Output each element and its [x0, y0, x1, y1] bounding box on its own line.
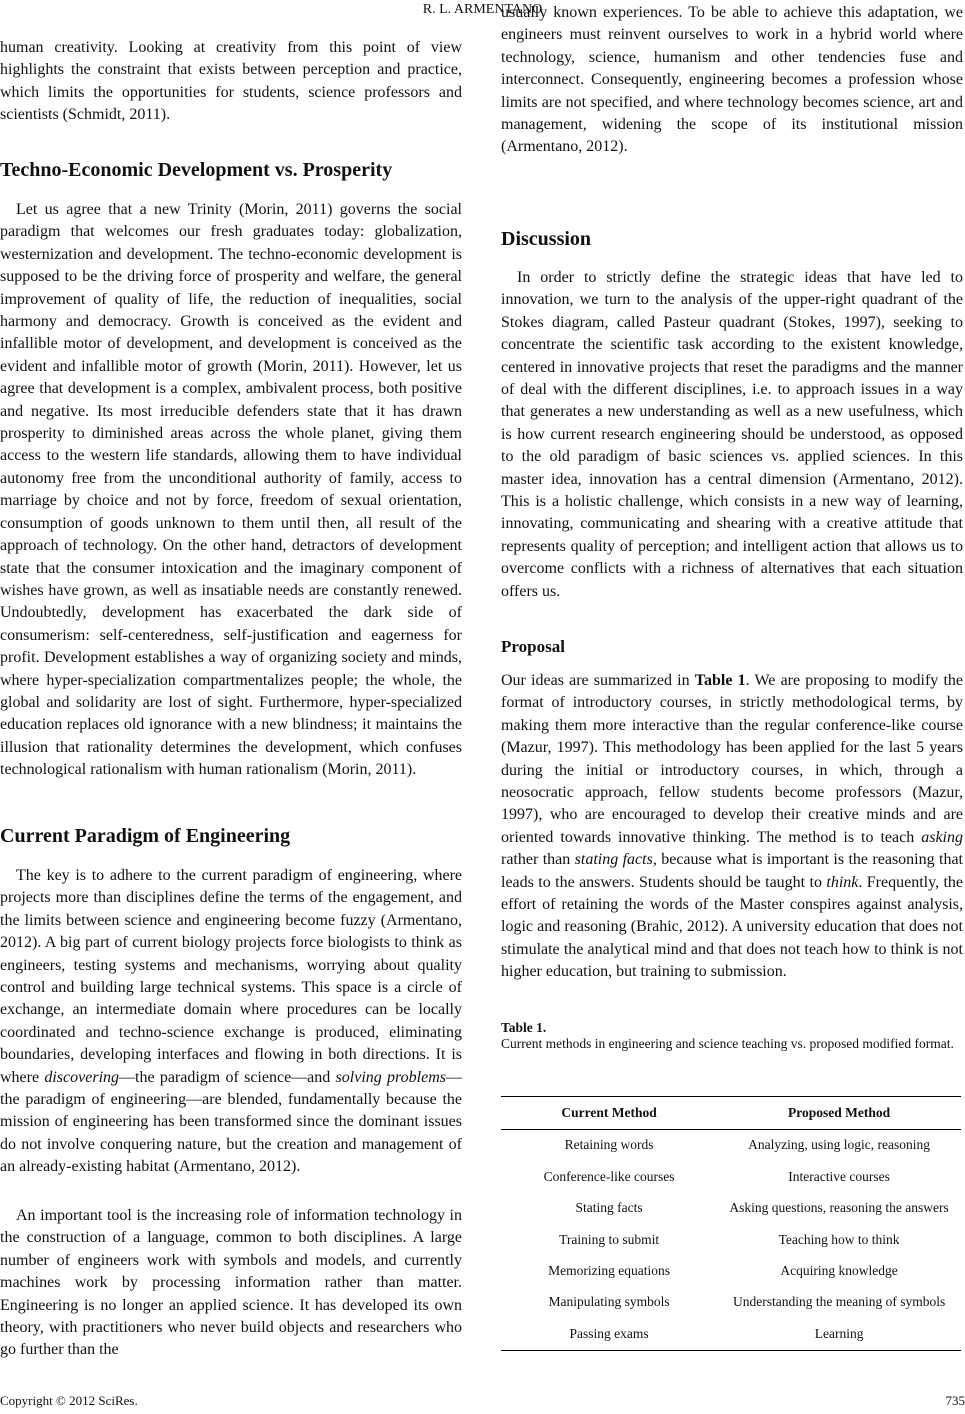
- text-run: human creativity. Looking at creativity from this point of view highlights the constraint that exists between perception and practice, which limits the opportunities for students, science professors and scientists (Schmidt, 2011).: [0, 39, 462, 124]
- proposed-method-cell: Understanding the meaning of symbols: [732, 1294, 946, 1310]
- text-run: . We are proposing to modify the format of introductory courses, in strictly methodological terms, by making them more interactive than the regular conference-like course (Mazur, 1997). This methodology has been applied for the last 5 years during the initial or introductory courses, in which, through a neosocratic approach, fellow students become professors (Mazur, 1997), who are encouraged to develop their creative minds and are oriented towards innovative thinking. The method is to teach: [501, 672, 964, 846]
- table-caption: Current methods in engineering and science teaching vs. proposed modified format.: [501, 1036, 954, 1051]
- proposed-method-cell: Acquiring knowledge: [780, 1263, 898, 1279]
- table-row: [501, 1161, 961, 1192]
- paragraph: [501, 2, 963, 159]
- current-method-cell: Training to submit: [559, 1231, 660, 1247]
- text-run: Let us agree that a new Trinity (Morin, 2011) governs the social paradigm that welcomes our fresh graduates today: globalization, westernization and development. The techno-economic development is supposed to be the driving force of prosperity and welfare, the general improvement of quality of life, the reduction of inequalities, social harmony and democracy. Growth is conceived as the evident and infallible motor of development, and development is conceived as the evident and infallible motor of growth (Morin, 2011). However, let us agree that development is a complex, ambivalent process, both positive and negative. Its most irreducible defenders state that it has drawn prosperity to diminished areas across the whole planet, giving them access to the western life standards, allowing them to have individual autonomy free from the unconditional authority of family, access to marriage by choice and not by force, freedom of sexual orientation, consumption of goods unknown to them until then, all result of the approach of technology. On the other hand, detractors of development state that the consumer intoxication and the imaginary component of wishes have grown, as well as insatiable needs are constantly renewed. Undoubtedly, development has exacerbated the dark side of consumerism: self-centeredness, self-justification and eagerness for profit. Development establishes a way of organizing society and minds, where hyper-specialization compartmentalizes people; the whole, the global and solidarity are lost of sight. Furthermore, hyper-specialized education replaces old ignorance with a new blindness; it maintains the illusion that rationality determines the development, which confuses technological rationalism with human rationalism (Morin, 2011).: [0, 201, 462, 779]
- proposed-method-cell: Interactive courses: [788, 1168, 890, 1184]
- current-method-cell: Passing exams: [501, 1318, 717, 1350]
- current-method-cell: Memorizing equations: [548, 1263, 671, 1279]
- text-run: . Frequently, the effort of retaining the words of the Master conspires against analysis, logic and reasoning (Brahic, 2012). A university education that does not stimulate the analytical mind and that does not teach how to think is not higher education, but training to submission.: [501, 873, 964, 981]
- text-run: An important tool is the increasing role of information technology in the construction of a language, common to both disciplines. A large number of engineers work with symbols and models, and currently machines work by processing information rather than matter. Engineering is no longer an applied science. It has developed its own theory, with practitioners who never build objects and researchers who go further than the: [0, 1207, 462, 1359]
- running-header: R. L. ARMENTANO: [422, 2, 543, 17]
- proposed-method-cell: Asking questions, reasoning the answers: [729, 1200, 949, 1216]
- text-run: —the paradigm of science—and: [119, 1068, 336, 1086]
- paragraph: [501, 267, 963, 603]
- current-method-cell: Retaining words: [564, 1137, 654, 1153]
- section-heading: Current Paradigm of Engineering: [0, 825, 291, 847]
- text-run: Table 1: [694, 672, 746, 689]
- section-heading: Discussion: [501, 228, 592, 250]
- text-run: think: [826, 873, 859, 891]
- current-method-cell: Manipulating symbols: [548, 1294, 670, 1310]
- text-run: —the paradigm of engineering—are blended, fundamentally because the mission of engineering has been transformed since the dominant issues do not involve conquering nature, but the creation and management of an already-existing habitat (Armentano, 2012).: [0, 1068, 462, 1176]
- table-row: [501, 1318, 961, 1350]
- text-run: asking: [921, 828, 963, 846]
- text-run: In order to strictly define the strategic ideas that have led to innovation, we turn to the analysis of the upper-right quadrant of the Stokes diagram, called Pasteur quadrant (Stokes, 1997), seeking to concentrate the scientific task according to the existent knowledge, centered in innovative projects that reset the paradigms and the manner of deal with the different disciplines, i.e. to approach issues in a way that generates a new understanding as well as a new usefulness, which is how current research engineering should be understood, as opposed to the old paradigm of basic sciences vs. applied sciences. In this master idea, innovation has a central dimension (Armentano, 2012). This is a holistic challenge, which consists in a new way of learning, innovating, communicating and shearing with a creative attitude that represents quality of perception; and intelligent action that allows us to overcome conflicts with a richness of alternatives that each situation offers us.: [501, 269, 963, 600]
- paragraph: [0, 865, 462, 1179]
- text-run: usually known experiences. To be able to achieve this adaptation, we engineers must reinvent ourselves to work in a hybrid world where technology, science, humanism and other tendencies fuse and interconnect. Consequently, engineering becomes a profession whose limits are not specified, and where technology becomes science, art and management, widening the scope of its institutional mission (Armentano, 2012).: [501, 4, 963, 156]
- page-number: 735: [945, 1393, 965, 1408]
- paragraph: [0, 199, 462, 782]
- proposed-method-cell: Learning: [717, 1318, 961, 1350]
- column-header: Proposed Method: [717, 1097, 961, 1130]
- section-heading: Proposal: [501, 637, 565, 656]
- comparison-table: [501, 1096, 961, 1351]
- text-run: discovering: [44, 1068, 120, 1086]
- current-method-cell: Conference-like courses: [543, 1168, 675, 1184]
- text-run: solving problems: [335, 1068, 446, 1086]
- proposed-method-cell: Teaching how to think: [778, 1231, 900, 1247]
- current-method-cell: Stating facts: [575, 1200, 643, 1216]
- text-run: Our ideas are summarized in: [501, 672, 695, 689]
- copyright: Copyright © 2012 SciRes.: [0, 1393, 138, 1408]
- table-row: [501, 1130, 961, 1162]
- table-row: [501, 1287, 961, 1318]
- paragraph: [0, 37, 462, 127]
- paragraph: [501, 670, 963, 984]
- column-header: Current Method: [501, 1097, 717, 1130]
- text-run: The key is to adhere to the current paradigm of engineering, where projects more than disciplines define the terms of the engagement, and the limits between science and engineering become fuzzy (Armentano, 2012). A big part of current biology projects force biologists to think as engineers, testing systems and mechanisms, worrying about quality control and building large technical systems. This space is a circle of exchange, an intermediate domain where procedures can be locally coordinated and techno-science exchange is produced, eliminating boundaries, developing interfaces and flowing in both directions. It is where: [0, 867, 462, 1086]
- section-heading: Techno-Economic Development vs. Prosperity: [0, 159, 393, 181]
- proposed-method-cell: Analyzing, using logic, reasoning: [748, 1137, 931, 1153]
- text-run: , because what is important is the reasoning that leads to the answers. Students should be taught to: [501, 851, 964, 891]
- table-row: [501, 1193, 961, 1224]
- table-label: Table 1.: [501, 1020, 547, 1035]
- text-run: rather than: [501, 851, 575, 869]
- table-row: [501, 1256, 961, 1287]
- text-run: stating facts: [574, 851, 653, 869]
- paragraph: [0, 1205, 462, 1362]
- table-row: [501, 1224, 961, 1255]
